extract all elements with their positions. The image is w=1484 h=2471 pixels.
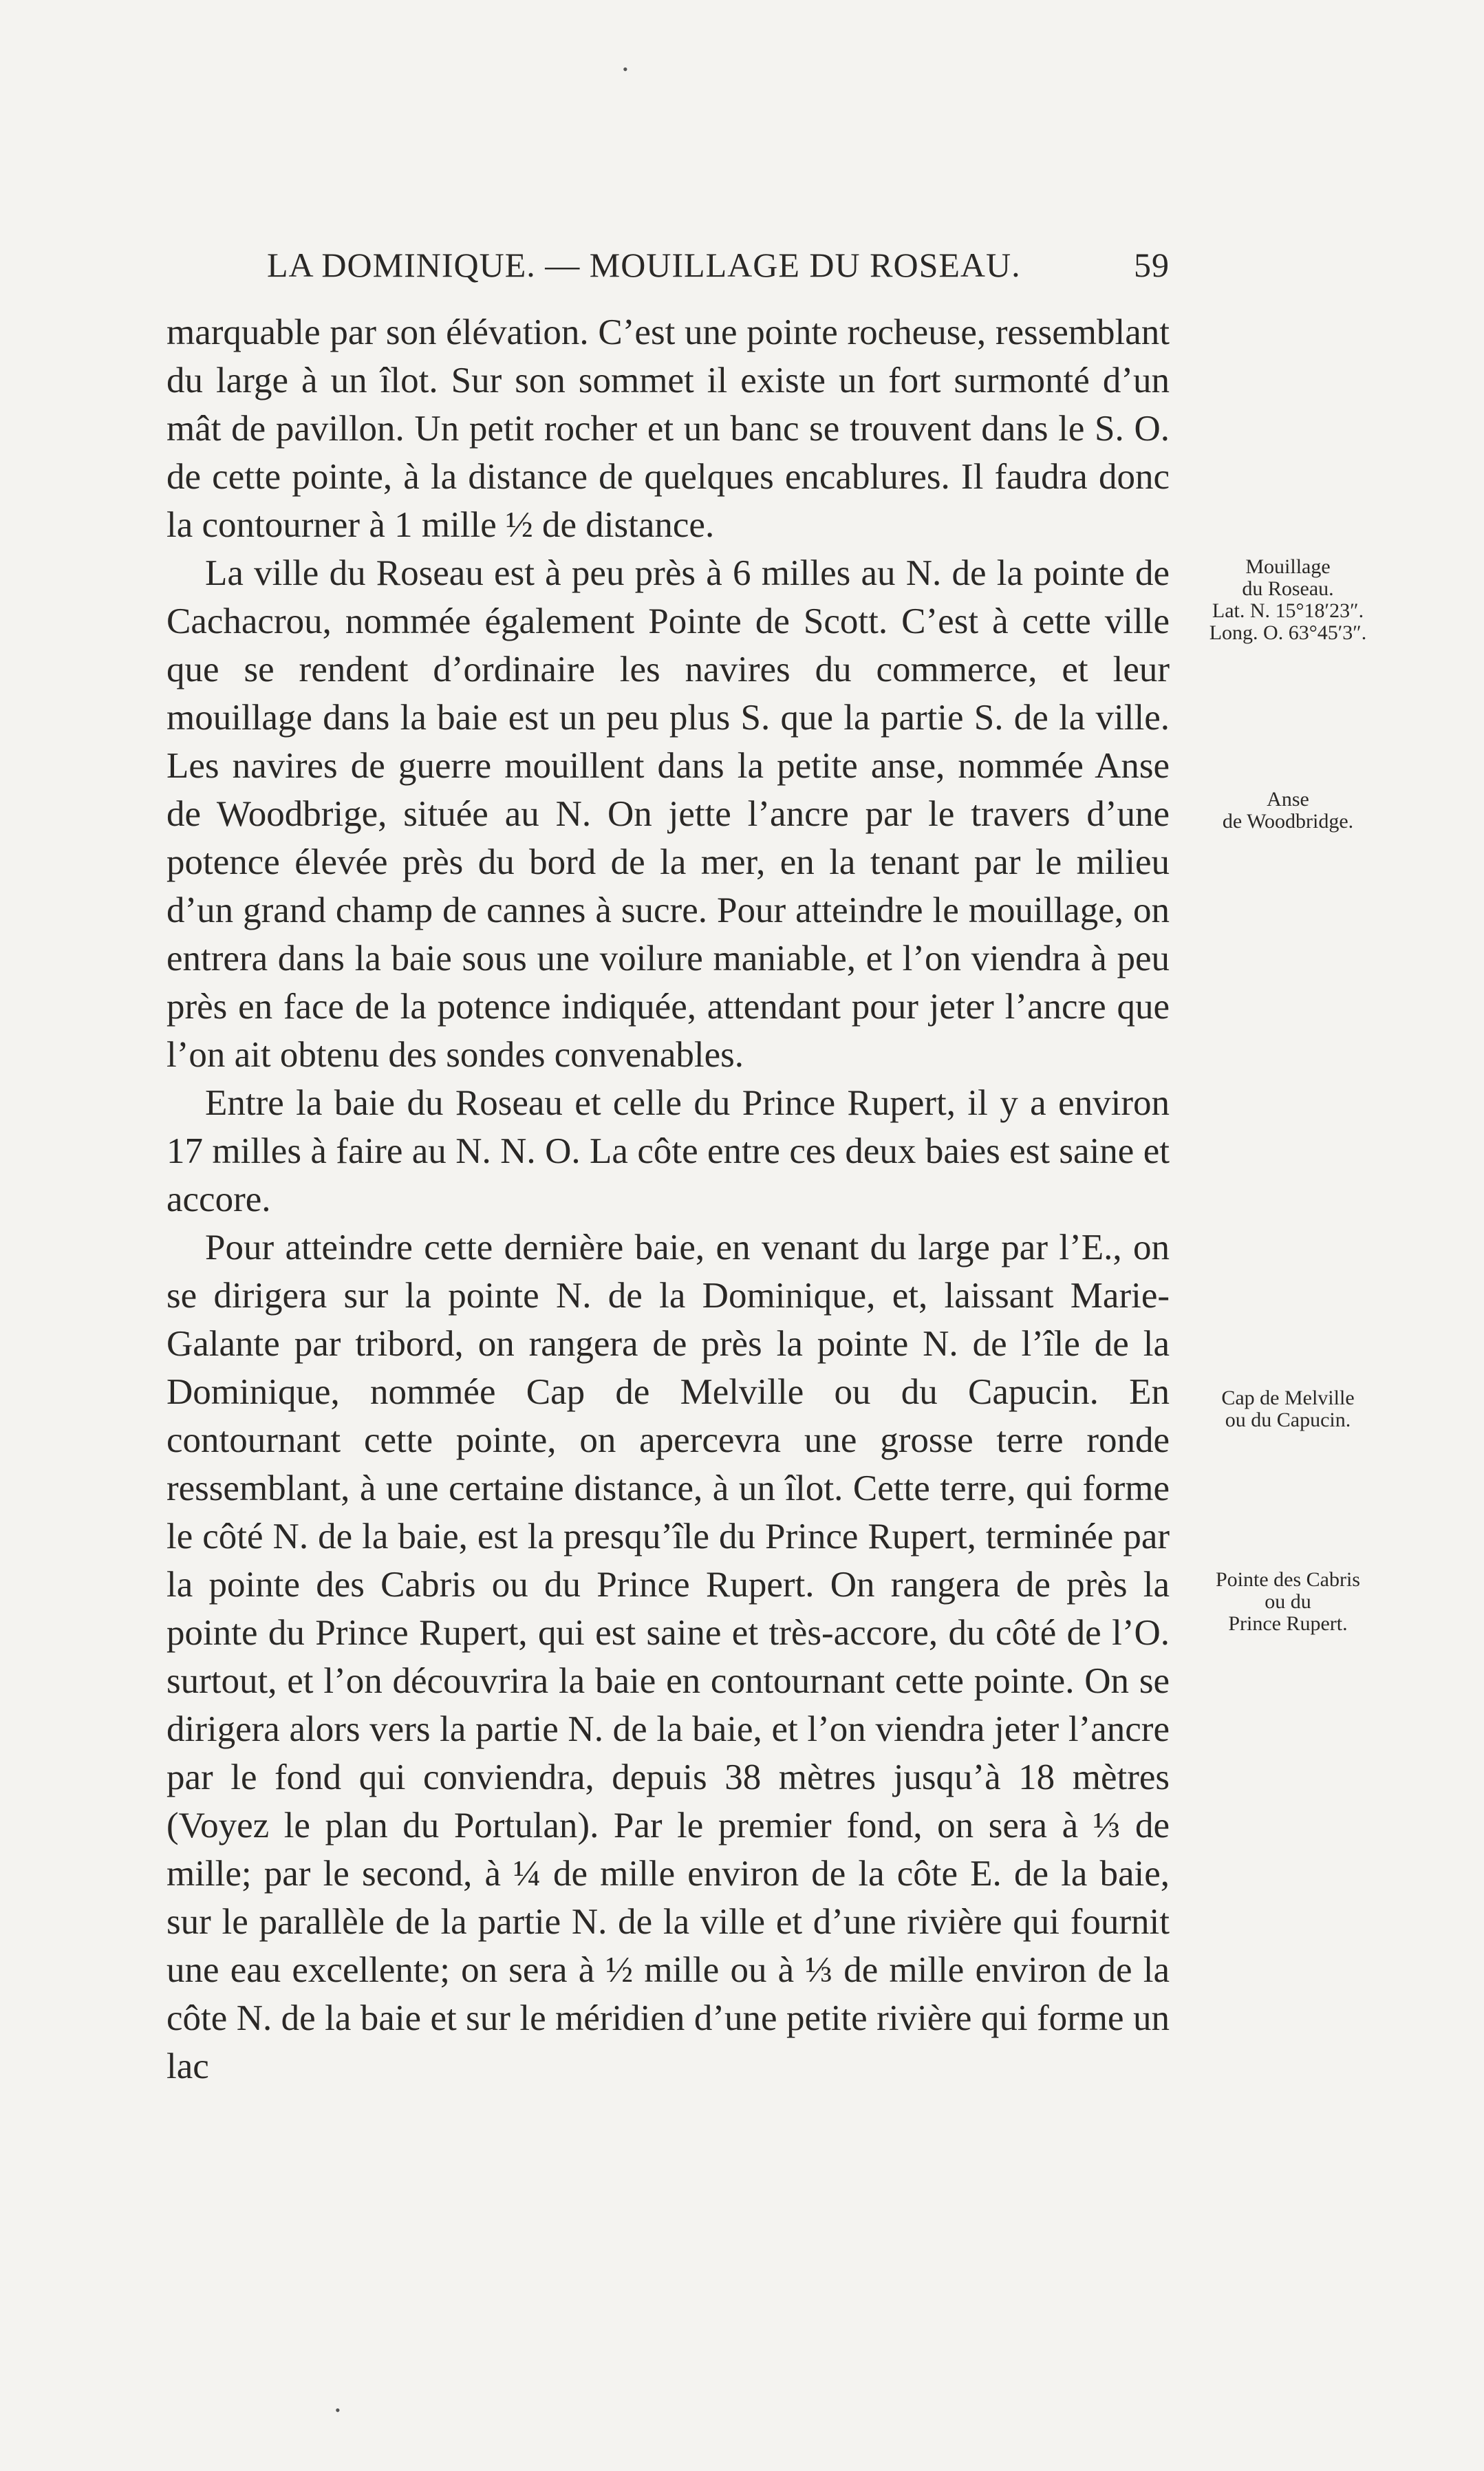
paragraph: Entre la baie du Roseau et celle du Prince Rupert, il y a environ 17 milles à faire au N. N. O. La côte entre ces deux baies est saine et accore. xyxy=(166,1083,1170,1219)
margin-note-cap: Cap de Melville ou du Capucin. xyxy=(1221,1387,1355,1431)
paragraph: La ville du Roseau est à peu près à 6 milles au N. de la pointe de Cachacrou, nommée également Pointe de Scott. C’est à cette ville que se rendent d’ordinaire les navires du commerce, et leur mouillage dans la baie est un peu plus S. que la partie S. de la ville. Les navires de guerre mouillent dans la petite anse, nommée Anse de Woodbrige, située au N. On jette l’ancre par le travers d’une potence élevée près du bord de la mer, en la tenant par le milieu d’un grand champ de cannes à sucre. Pour atteindre le mouillage, on entrera dans la baie sous une voilure maniable, et l’on viendra à peu près en face de la potence indiquée, attendant pour jeter l’ancre que l’on ait obtenu des sondes convenables. xyxy=(166,553,1170,1075)
body-text xyxy=(166,308,1170,2090)
paragraph: marquable par son élévation. C’est une pointe rocheuse, ressemblant du large à un îlot. Sur son sommet il existe un fort surmonté d’un mât de pavillon. Un petit rocher et un banc se trouvent dans le S. O. de cette pointe, à la distance de quelques encablures. Il faudra donc la contourner à 1 mille ½ de distance. xyxy=(166,312,1170,545)
top-speck: • xyxy=(623,61,628,78)
page-number: 59 xyxy=(1134,246,1170,284)
running-header xyxy=(267,245,1170,293)
margin-note-anse: Anse de Woodbridge. xyxy=(1222,788,1354,833)
bottom-speck: • xyxy=(335,2402,341,2419)
margin-note-mouillage: Mouillage du Roseau. Lat. N. 15°18′23″. Long. O. 63°45′3″. xyxy=(1209,555,1367,644)
running-title: LA DOMINIQUE. — MOUILLAGE DU ROSEAU. xyxy=(267,246,1021,284)
margin-note-pointe: Pointe des Cabris ou du Prince Rupert. xyxy=(1216,1568,1360,1635)
paragraph: Pour atteindre cette dernière baie, en venant du large par l’E., on se dirigera sur la pointe N. de la Dominique, et, laissant Marie-Galante par tribord, on rangera de près la pointe N. de l’île de la Dominique, nommée Cap de Melville ou du Capucin. En contournant cette pointe, on apercevra une grosse terre ronde ressemblant, à une certaine distance, à un îlot. Cette terre, qui forme le côté N. de la baie, est la presqu’île du Prince Rupert, terminée par la pointe des Cabris ou du Prince Rupert. On rangera de près la pointe du Prince Rupert, qui est saine et très-accore, du côté de l’O. surtout, et l’on découvrira la baie en contournant cette pointe. On se dirigera alors vers la partie N. de la baie, et l’on viendra jeter l’ancre par le fond qui conviendra, depuis 38 mètres jusqu’à 18 mètres (Voyez le plan du Portulan). Par le premier fond, on sera à ⅓ de mille; par le second, à ¼ de mille environ de la côte E. de la baie, sur le parallèle de la partie N. de la ville et d’une rivière qui fournit une eau excellente; on sera à ½ mille ou à ⅓ de mille environ de la côte N. de la baie et sur le méridien d’une petite rivière qui forme un lac xyxy=(166,1228,1170,2086)
